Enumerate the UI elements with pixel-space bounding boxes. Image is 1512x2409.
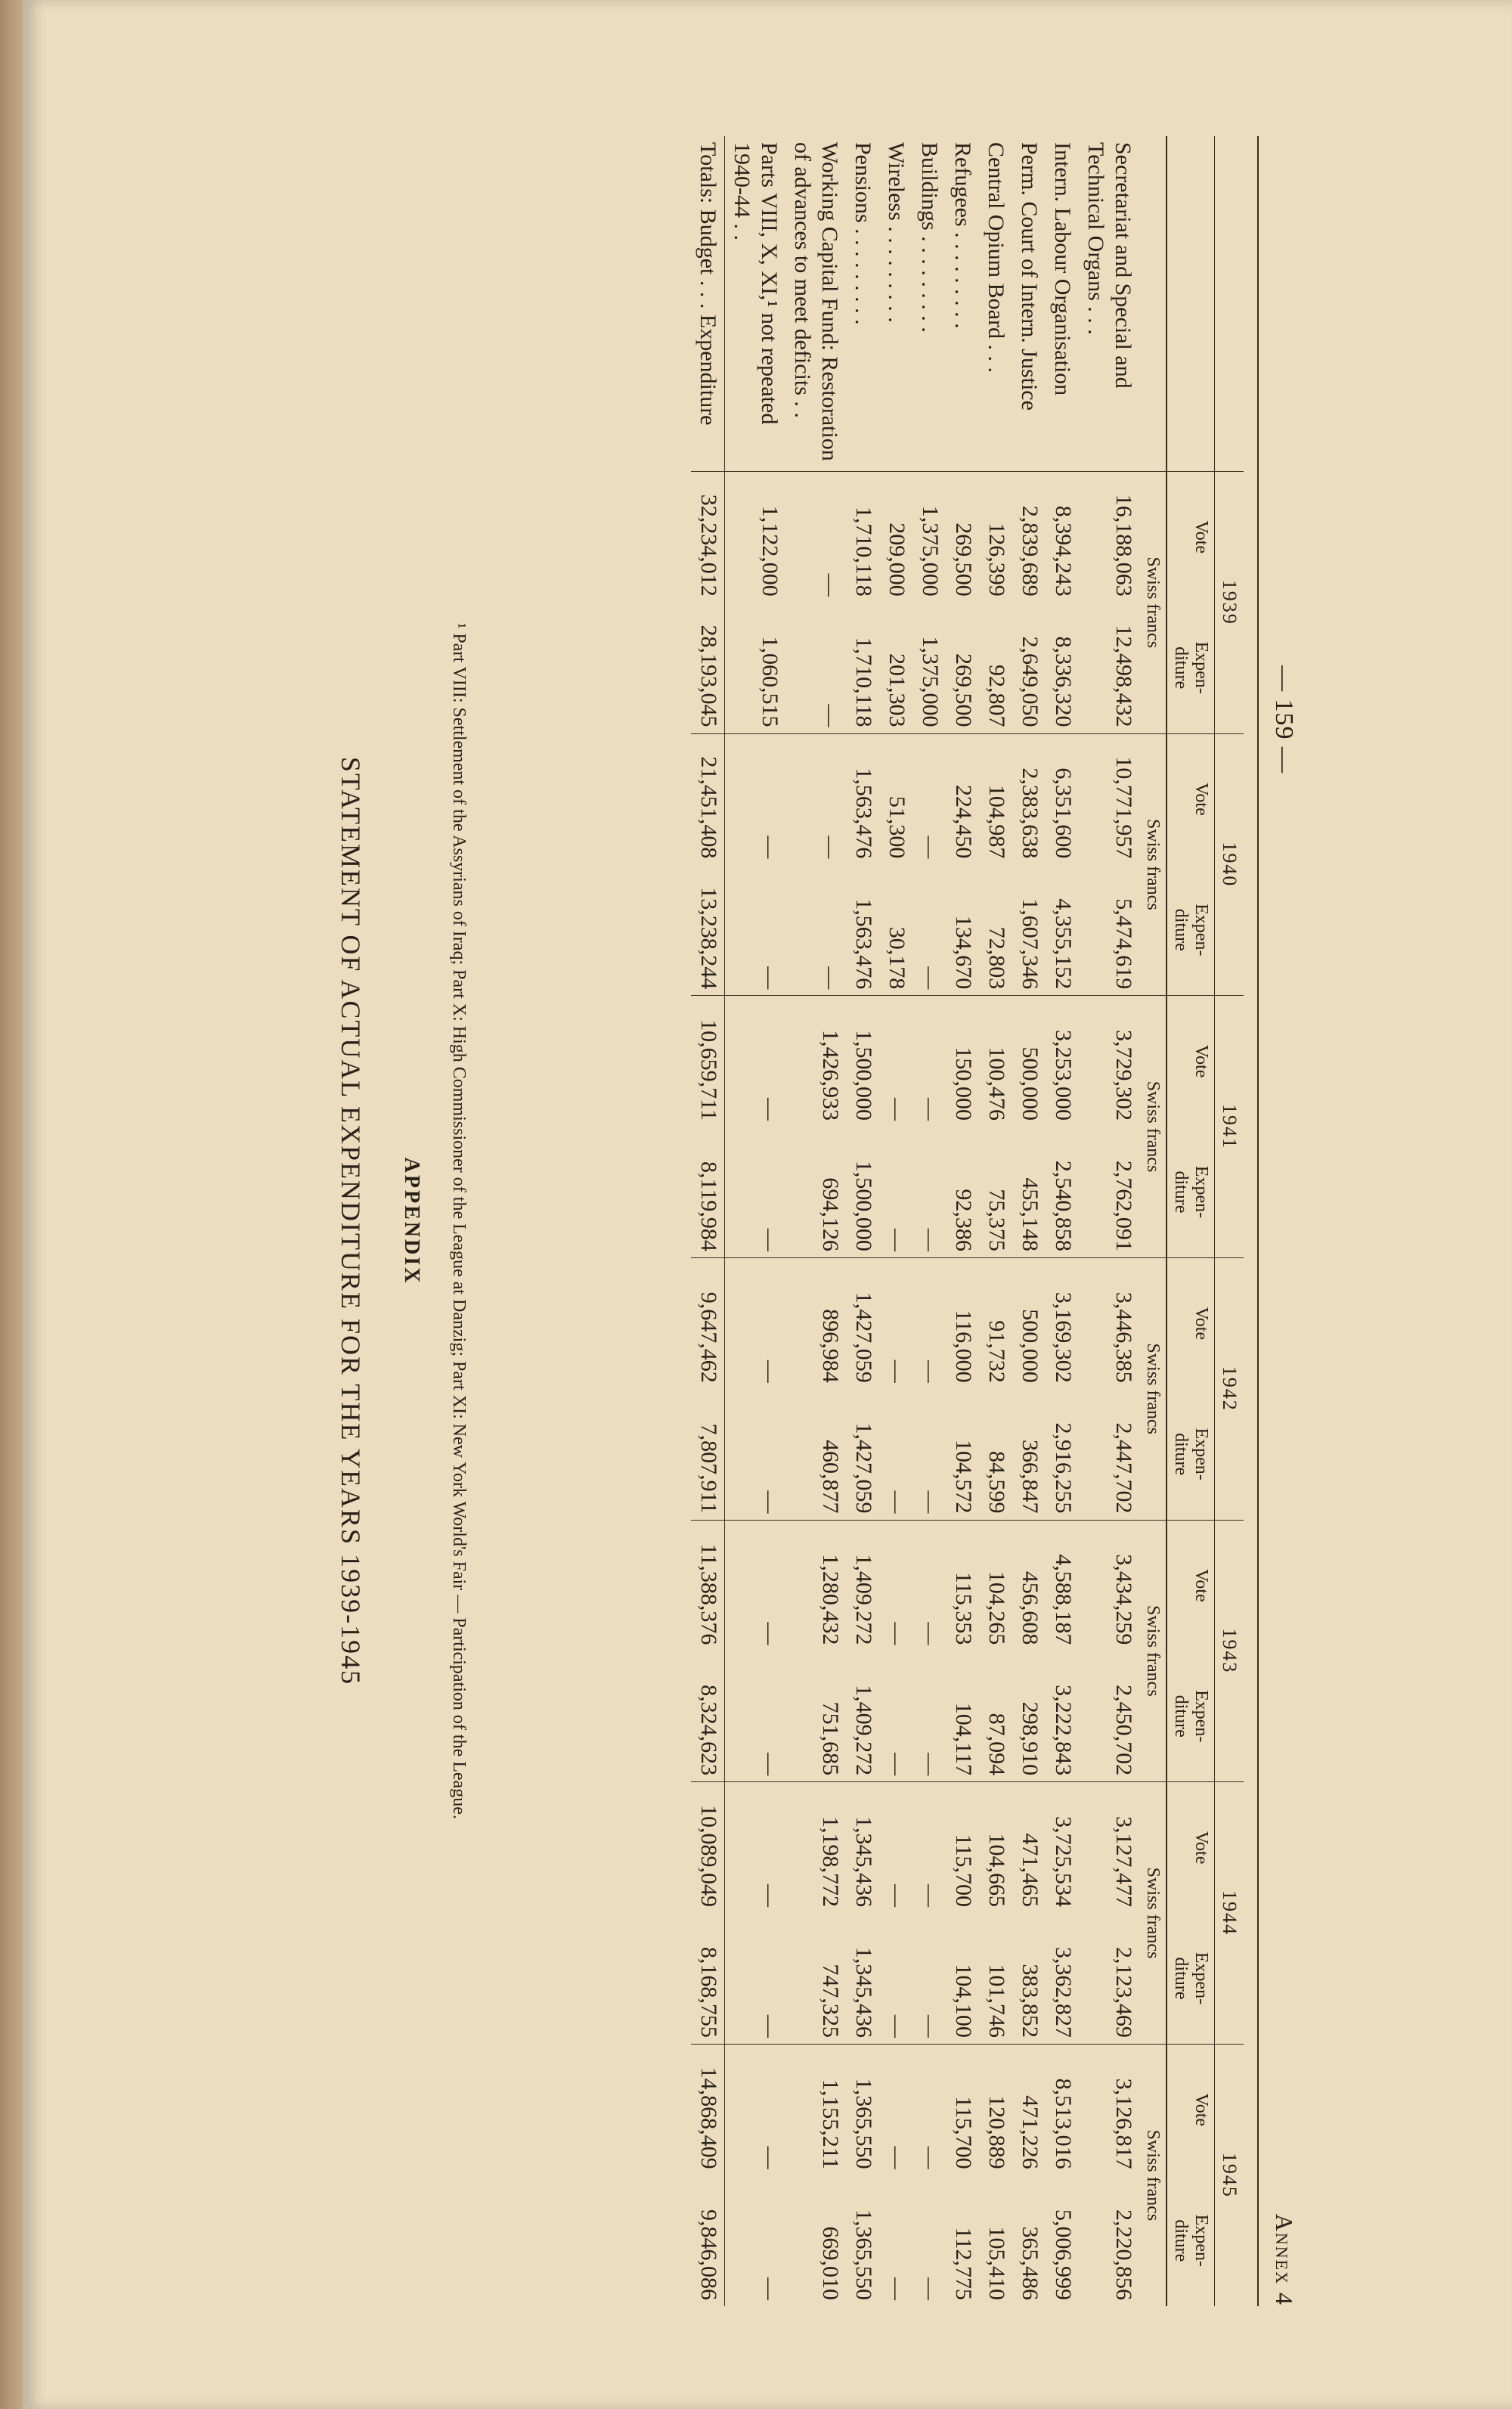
- table-cell: —: [885, 2014, 909, 2038]
- vote-header: Vote: [1167, 996, 1215, 1127]
- table-cell: 84,599: [984, 1451, 1009, 1514]
- rotated-content: [215, 136, 1304, 2306]
- table-cell: 2,916,255: [1051, 1422, 1076, 1514]
- unit-label: Swiss francs: [1139, 1782, 1167, 2045]
- table-cell: —: [885, 1490, 909, 1514]
- table-row: [725, 136, 786, 2306]
- table-cell: —: [725, 1520, 786, 1651]
- table-cell: 209,000: [879, 471, 912, 602]
- expenditure-header: Expen- diture: [1167, 603, 1215, 733]
- table-cell: 16,188,063: [1079, 471, 1139, 602]
- expenditure-header: Expen- diture: [1167, 1389, 1215, 1520]
- table-cell: 10,659,711: [691, 996, 725, 1127]
- expenditure-header: Expen- diture: [1167, 1127, 1215, 1257]
- table-cell: 500,000: [1012, 1257, 1046, 1388]
- table-cell: 100,476: [979, 996, 1012, 1127]
- table-cell: —: [785, 733, 846, 864]
- page-header: [1257, 136, 1304, 2306]
- unit-label: Swiss francs: [1139, 1520, 1167, 1782]
- table-cell: —: [918, 1228, 943, 1251]
- table-cell: 471,465: [1012, 1782, 1046, 1913]
- table-cell: 3,729,302: [1079, 996, 1139, 1127]
- table-cell: 1,500,000: [846, 996, 879, 1127]
- table-row: [979, 136, 1012, 2306]
- table-row: [785, 136, 846, 2306]
- table-cell: 12,498,432: [1111, 625, 1136, 727]
- table-cell: —: [912, 996, 946, 1127]
- table-cell: 1,427,059: [851, 1422, 876, 1514]
- table-cell: —: [758, 1228, 782, 1251]
- table-cell: 115,700: [946, 1782, 979, 1913]
- table-cell: 460,877: [818, 1440, 843, 1514]
- corner-cell: [1167, 136, 1215, 471]
- year-header: 1941: [1215, 996, 1244, 1258]
- table-row: [879, 136, 912, 2306]
- table-cell: 3,446,385: [1079, 1257, 1139, 1388]
- table-cell: —: [879, 1520, 912, 1651]
- row-label: Parts VIII, X, XI,¹ not repeated 1940-44 . .: [730, 142, 782, 425]
- table-cell: 269,500: [951, 653, 976, 727]
- table-cell: 104,265: [979, 1520, 1012, 1651]
- table-cell: —: [918, 1490, 943, 1514]
- table-cell: 30,178: [885, 926, 909, 990]
- table-cell: 1,365,550: [846, 2044, 879, 2175]
- table-cell: 2,447,702: [1111, 1422, 1136, 1514]
- vote-header: Vote: [1167, 2044, 1215, 2175]
- table-cell: 3,725,534: [1046, 1782, 1079, 1913]
- table-cell: 366,847: [1018, 1440, 1043, 1514]
- table-cell: 4,355,152: [1051, 898, 1076, 990]
- row-label: Perm. Court of Intern. Justice: [1017, 142, 1042, 411]
- table-row: [1046, 136, 1079, 2306]
- unit-label: Swiss francs: [1139, 471, 1167, 733]
- table-cell: 92,386: [951, 1189, 976, 1251]
- year-header-row: [1215, 136, 1244, 2306]
- table-cell: 115,353: [946, 1520, 979, 1651]
- unit-spacer: [1139, 136, 1167, 471]
- vote-header: Vote: [1167, 1520, 1215, 1651]
- table-cell: 1,409,272: [846, 1520, 879, 1651]
- table-cell: 1,060,515: [758, 636, 782, 727]
- table-cell: 3,222,843: [1051, 1685, 1076, 1776]
- table-cell: 298,910: [1018, 1701, 1043, 1776]
- table-cell: 1,122,000: [725, 471, 786, 602]
- table-cell: 2,220,856: [1111, 2209, 1136, 2300]
- row-label: Central Opium Board . . .: [984, 142, 1009, 373]
- table-cell: —: [918, 1753, 943, 1776]
- table-cell: —: [785, 471, 846, 602]
- unit-label: Swiss francs: [1139, 733, 1167, 996]
- table-cell: 104,987: [979, 733, 1012, 864]
- year-header: 1945: [1215, 2044, 1244, 2306]
- table-cell: —: [725, 1257, 786, 1388]
- table-cell: —: [879, 2044, 912, 2175]
- year-header: 1939: [1215, 471, 1244, 733]
- table-title: STATEMENT OF ACTUAL EXPENDITURE FOR THE YEARS 1939-1945: [336, 756, 366, 1686]
- table-row: [1012, 136, 1046, 2306]
- table-cell: 8,119,984: [691, 1127, 725, 1257]
- table-cell: —: [912, 1257, 946, 1388]
- table-cell: 28,193,045: [691, 603, 725, 733]
- table-cell: —: [758, 2277, 782, 2300]
- table-cell: 32,234,012: [691, 471, 725, 602]
- expenditure-header: Expen- diture: [1167, 1913, 1215, 2044]
- subheader-row: [1167, 136, 1215, 2306]
- table-cell: —: [758, 1753, 782, 1776]
- expenditure-header: Expen- diture: [1167, 1651, 1215, 1781]
- table-cell: 500,000: [1012, 996, 1046, 1127]
- table-cell: 2,383,638: [1012, 733, 1046, 864]
- table-cell: 1,710,118: [846, 471, 879, 602]
- vote-header: Vote: [1167, 1257, 1215, 1388]
- year-header: 1944: [1215, 1782, 1244, 2045]
- table-cell: —: [758, 2014, 782, 2038]
- table-cell: —: [725, 996, 786, 1127]
- unit-label: Swiss francs: [1139, 2044, 1167, 2306]
- table-cell: 9,647,462: [691, 1257, 725, 1388]
- table-cell: 10,089,049: [691, 1782, 725, 1913]
- table-cell: 365,486: [1018, 2226, 1043, 2300]
- row-label: Totals: Budget . . . Expenditure: [691, 136, 725, 471]
- table-cell: —: [918, 2014, 943, 2038]
- row-label: Refugees . . . . . . . . .: [950, 142, 975, 329]
- table-cell: 92,807: [984, 665, 1009, 727]
- table-cell: 1,710,118: [851, 637, 876, 727]
- year-header: 1943: [1215, 1520, 1244, 1782]
- table-row: [846, 136, 879, 2306]
- table-cell: 104,117: [951, 1702, 976, 1776]
- table-cell: —: [885, 1228, 909, 1251]
- table-cell: 14,868,409: [691, 2044, 725, 2175]
- table-cell: 9,846,086: [691, 2175, 725, 2306]
- table-row: [946, 136, 979, 2306]
- expenditure-header: Expen- diture: [1167, 2175, 1215, 2306]
- table-cell: 1,563,476: [846, 733, 879, 864]
- table-cell: 150,000: [946, 996, 979, 1127]
- table-cell: —: [912, 1782, 946, 1913]
- table-cell: 104,100: [951, 1964, 976, 2038]
- table-cell: 115,700: [946, 2044, 979, 2175]
- table-cell: 8,324,623: [691, 1651, 725, 1781]
- table-cell: 3,253,000: [1046, 996, 1079, 1127]
- table-cell: 1,365,550: [851, 2209, 876, 2300]
- table-cell: 116,000: [946, 1257, 979, 1388]
- table-cell: 455,148: [1018, 1177, 1043, 1251]
- table-cell: 72,803: [984, 926, 1009, 990]
- table-cell: —: [725, 733, 786, 864]
- expenditure-table: [691, 136, 1244, 2306]
- table-cell: 104,665: [979, 1782, 1012, 1913]
- table-cell: 120,889: [979, 2044, 1012, 2175]
- table-cell: 104,572: [951, 1440, 976, 1514]
- table-cell: 3,434,259: [1079, 1520, 1139, 1651]
- table-cell: 8,513,016: [1046, 2044, 1079, 2175]
- table-cell: 669,010: [818, 2226, 843, 2300]
- table-cell: —: [758, 1490, 782, 1514]
- table-cell: 2,762,091: [1111, 1160, 1136, 1251]
- table-cell: 6,351,600: [1046, 733, 1079, 864]
- table-cell: 751,685: [818, 1701, 843, 1776]
- table-cell: —: [725, 1782, 786, 1913]
- footnote: ¹ Part VIII: Settlement of the Assyrians of Iraq; Part X: High Commissioner of the League at Danzig; Part XI: New York World's Fair — Participation of the League.: [449, 623, 469, 1819]
- table-body: [691, 136, 1167, 2306]
- row-label: Buildings . . . . . . . . .: [917, 142, 942, 333]
- table-cell: —: [818, 704, 843, 727]
- table-cell: 112,775: [951, 2227, 976, 2300]
- table-cell: —: [885, 1753, 909, 1776]
- row-label: Pensions . . . . . . . . .: [850, 142, 875, 325]
- table-cell: 694,126: [818, 1177, 843, 1251]
- table-cell: —: [818, 966, 843, 990]
- corner-cell: [1215, 136, 1244, 471]
- table-cell: 91,732: [979, 1257, 1012, 1388]
- table-cell: 1,155,211: [785, 2044, 846, 2175]
- table-cell: 1,563,476: [851, 898, 876, 990]
- table-cell: 8,394,243: [1046, 471, 1079, 602]
- year-header: 1942: [1215, 1257, 1244, 1520]
- table-cell: 2,540,858: [1051, 1160, 1076, 1251]
- table-cell: 75,375: [984, 1189, 1009, 1251]
- table-cell: 201,303: [885, 653, 909, 727]
- appendix-label: APPENDIX: [400, 1157, 423, 1285]
- table-cell: —: [918, 966, 943, 990]
- book-binding: [0, 0, 23, 2409]
- table-cell: 2,450,702: [1111, 1685, 1136, 1776]
- row-label: Wireless . . . . . . . . .: [884, 142, 909, 323]
- table-cell: —: [912, 1520, 946, 1651]
- table-cell: 3,169,302: [1046, 1257, 1079, 1388]
- table-cell: 8,168,755: [691, 1913, 725, 2044]
- row-label: Intern. Labour Organisation: [1050, 142, 1075, 396]
- table-cell: 3,362,827: [1051, 1946, 1076, 2038]
- table-cell: 11,388,376: [691, 1520, 725, 1651]
- expenditure-header: Expen- diture: [1167, 864, 1215, 995]
- table-cell: 1,280,432: [785, 1520, 846, 1651]
- table-cell: 4,588,187: [1046, 1520, 1079, 1651]
- vote-header: Vote: [1167, 1782, 1215, 1913]
- table-cell: 3,126,817: [1079, 2044, 1139, 2175]
- table-cell: 13,238,244: [691, 864, 725, 995]
- table-row: [912, 136, 946, 2306]
- table-cell: 471,226: [1012, 2044, 1046, 2175]
- table-cell: 87,094: [984, 1713, 1009, 1776]
- annex-label: Annex 4: [1271, 2213, 1298, 2306]
- totals-row: [691, 136, 725, 2306]
- table-cell: 1,375,000: [912, 471, 946, 602]
- table-cell: 8,336,320: [1051, 636, 1076, 727]
- table-cell: 456,608: [1012, 1520, 1046, 1651]
- table-cell: —: [879, 1782, 912, 1913]
- table-cell: 1,375,000: [918, 636, 943, 727]
- table-cell: 134,670: [951, 915, 976, 990]
- document-page: [23, 0, 1512, 2409]
- table-cell: —: [725, 2044, 786, 2175]
- table-cell: 896,984: [785, 1257, 846, 1388]
- table-cell: 1,345,436: [851, 1946, 876, 2038]
- table-cell: 2,123,469: [1111, 1946, 1136, 2038]
- unit-label: Swiss francs: [1139, 996, 1167, 1258]
- table-cell: 1,427,059: [846, 1257, 879, 1388]
- vote-header: Vote: [1167, 733, 1215, 864]
- table-row: [1079, 136, 1139, 2306]
- table-cell: 2,839,689: [1012, 471, 1046, 602]
- table-cell: 383,852: [1018, 1964, 1043, 2038]
- table-cell: 1,500,000: [851, 1160, 876, 1251]
- table-cell: 10,771,957: [1079, 733, 1139, 864]
- row-label: Working Capital Fund: Restoration of advances to meet deficits . .: [790, 142, 842, 461]
- table-cell: 101,746: [984, 1964, 1009, 2038]
- table-cell: —: [912, 2044, 946, 2175]
- table-cell: —: [879, 996, 912, 1127]
- table-cell: 1,607,346: [1018, 898, 1043, 990]
- year-header: 1940: [1215, 733, 1244, 996]
- table-cell: 21,451,408: [691, 733, 725, 864]
- table-cell: —: [879, 1257, 912, 1388]
- table-cell: 1,409,272: [851, 1685, 876, 1776]
- table-cell: 5,474,619: [1111, 898, 1136, 990]
- unit-label: Swiss francs: [1139, 1257, 1167, 1520]
- table-cell: 1,426,933: [785, 996, 846, 1127]
- table-cell: 224,450: [946, 733, 979, 864]
- unit-row: [1139, 136, 1167, 2306]
- vote-header: Vote: [1167, 471, 1215, 602]
- table-cell: 3,127,477: [1079, 1782, 1139, 1913]
- table-cell: —: [758, 966, 782, 990]
- page-number: — 159 —: [1270, 665, 1298, 774]
- table-cell: 5,006,999: [1051, 2209, 1076, 2300]
- table-cell: 1,345,436: [846, 1782, 879, 1913]
- table-cell: 1,198,772: [785, 1782, 846, 1913]
- table-cell: 126,399: [979, 471, 1012, 602]
- table-cell: 105,410: [984, 2226, 1009, 2300]
- table-cell: 2,649,050: [1018, 636, 1043, 727]
- table-cell: 747,325: [818, 1964, 843, 2038]
- table-cell: —: [912, 733, 946, 864]
- row-label: Secretariat and Special and Technical Organs . . .: [1083, 142, 1136, 389]
- table-cell: —: [885, 2277, 909, 2300]
- table-cell: 7,807,911: [691, 1389, 725, 1520]
- table-cell: —: [918, 2277, 943, 2300]
- table-cell: 51,300: [879, 733, 912, 864]
- table-cell: 269,500: [946, 471, 979, 602]
